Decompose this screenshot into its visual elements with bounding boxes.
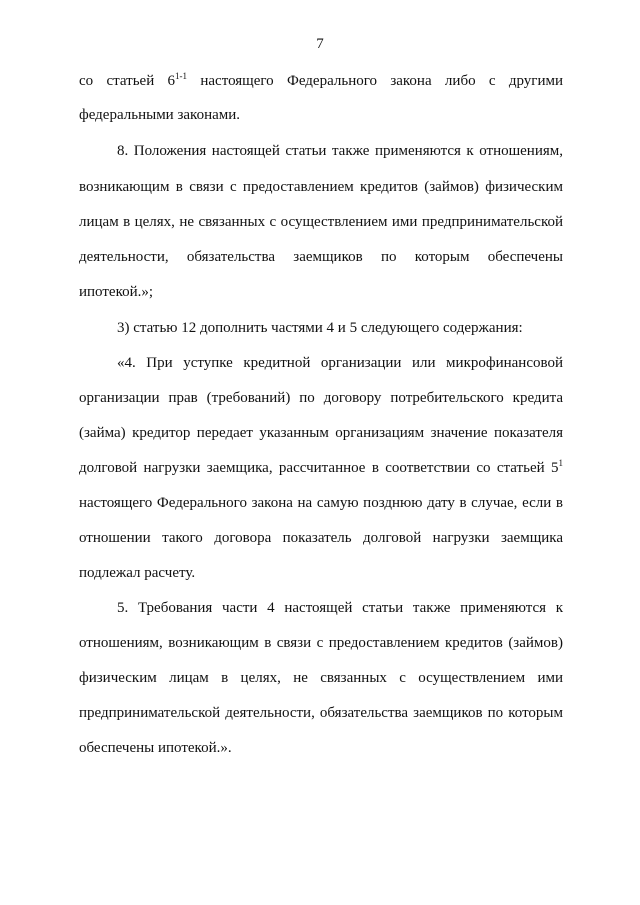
- superscript: 1: [558, 458, 563, 468]
- text-line: возникающим в связи с предоставлением кредитов (займов) физическим: [79, 179, 563, 195]
- text-line: физическим лицам в целях, не связанных с осуществлением ими: [79, 670, 563, 686]
- superscript: 1-1: [175, 71, 188, 81]
- text-line: отношениям, возникающим в связи с предоставлением кредитов (займов): [79, 635, 563, 651]
- text-line: федеральными законами.: [79, 107, 241, 123]
- page-number: 7: [316, 36, 324, 52]
- text-line: ипотекой.»;: [79, 284, 154, 300]
- text-line: 3) статью 12 дополнить частями 4 и 5 следующего содержания:: [117, 320, 523, 336]
- text-line: настоящего Федерального закона на самую позднюю дату в случае, если в: [79, 495, 563, 511]
- text-line: деятельности, обязательства заемщиков по которым обеспечены: [79, 249, 563, 265]
- text-line: со статьей 6$^{1-1}$ настоящего Федерального закона либо с другими: [79, 71, 563, 89]
- text-line: долговой нагрузки заемщика, рассчитанное в соответствии со статьей $5^1$: [79, 458, 563, 476]
- text-line: обеспечены ипотекой.».: [79, 740, 232, 756]
- text-line: (займа) кредитор передает указанным организациям значение показателя: [79, 425, 563, 441]
- text-line: предпринимательской деятельности, обязательства заемщиков по которым: [79, 705, 563, 721]
- text-line: лицам в целях, не связанных с осуществлением ими предпринимательской: [79, 214, 563, 230]
- text-line: «4. При уступке кредитной организации или микрофинансовой: [117, 355, 563, 371]
- text-line: 8. Положения настоящей статьи также применяются к отношениям,: [117, 143, 563, 159]
- text-line: отношении такого договора показатель долговой нагрузки заемщика: [79, 530, 563, 546]
- text-line: 5. Требования части 4 настоящей статьи также применяются к: [117, 600, 563, 616]
- text-line: подлежал расчету.: [79, 565, 196, 581]
- text-line: организации прав (требований) по договору потребительского кредита: [79, 390, 563, 406]
